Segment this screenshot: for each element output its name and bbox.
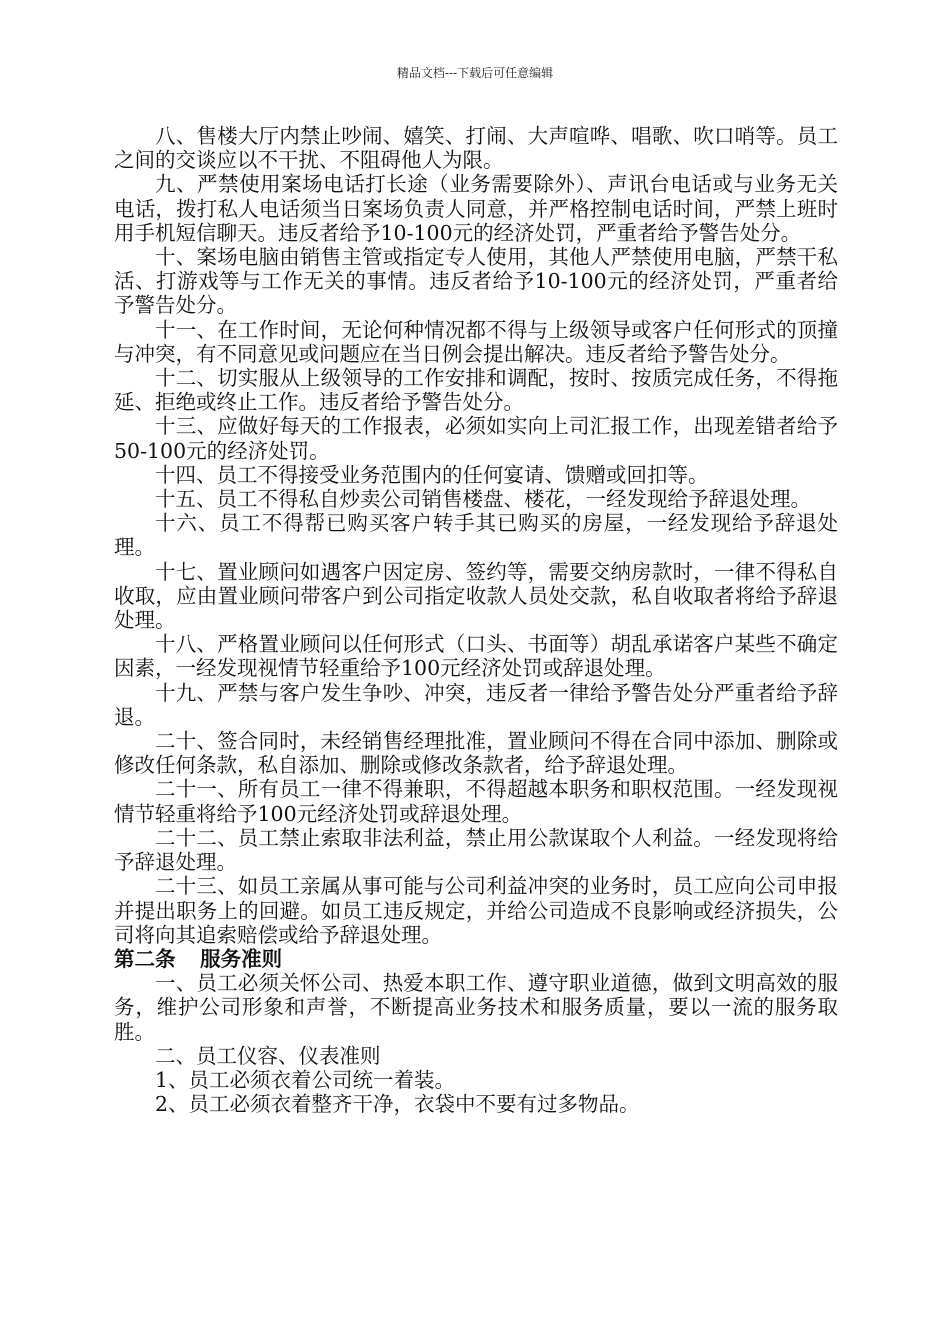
paragraph: 十二、切实服从上级领导的工作安排和调配，按时、按质完成任务，不得拖延、拒绝或终止工作。违反者给予警告处分。 bbox=[114, 366, 838, 415]
paragraph: 九、严禁使用案场电话打长途（业务需要除外）、声讯台电话或与业务无关电话，拨打私人电话须当日案场负责人同意，并严格控制电话时间，严禁上班时用手机短信聊天。违反者给予10-100元的经济处罚，严重者给予警告处分。 bbox=[114, 172, 838, 245]
paragraph: 二十三、如员工亲属从事可能与公司利益冲突的业务时，员工应向公司申报并提出职务上的回避。如员工违反规定，并给公司造成不良影响或经济损失，公司将向其追索赔偿或给予辞退处理。 bbox=[114, 874, 838, 947]
section-number: 第二条 bbox=[114, 946, 176, 971]
paragraph: 二、员工仪容、仪表准则 bbox=[155, 1043, 381, 1068]
paragraph: 十七、置业顾问如遇客户因定房、签约等，需要交纳房款时，一律不得私自收取，应由置业顾问带客户到公司指定收款人员处交款，私自收取者将给予辞退处理。 bbox=[114, 559, 838, 633]
section-title: 服务准则 bbox=[200, 946, 283, 971]
document-body bbox=[114, 124, 838, 1116]
paragraph: 二十二、员工禁止索取非法利益，禁止用公款谋取个人利益。一经发现将给予辞退处理。 bbox=[114, 825, 838, 875]
paragraph: 十三、应做好每天的工作报表，必须如实向上司汇报工作，出现差错者给予50-100元的经济处罚。 bbox=[114, 414, 838, 463]
paragraph: 十六、员工不得帮已购买客户转手其已购买的房屋，一经发现给予辞退处理。 bbox=[114, 511, 838, 560]
paragraph: 十、案场电脑由销售主管或指定专人使用，其他人严禁使用电脑，严禁干私活、打游戏等与工作无关的事情。违反者给予10-100元的经济处罚，严重者给予警告处分。 bbox=[114, 245, 838, 318]
paragraph: 八、售楼大厅内禁止吵闹、嬉笑、打闹、大声喧哗、唱歌、吹口哨等。员工之间的交谈应以不干扰、不阻碍他人为限。 bbox=[114, 124, 838, 173]
page-header: 精品文档---下载后可任意编辑 bbox=[396, 66, 554, 80]
paragraph: 2、员工必须衣着整齐干净，衣袋中不要有过多物品。 bbox=[155, 1092, 640, 1117]
paragraph: 十一、在工作时间，无论何种情况都不得与上级领导或客户任何形式的顶撞与冲突，有不同意见或问题应在当日例会提出解决。违反者给予警告处分。 bbox=[114, 317, 838, 366]
section-heading bbox=[114, 947, 838, 971]
paragraph: 二十、签合同时，未经销售经理批准，置业顾问不得在合同中添加、删除或修改任何条款，私自添加、删除或修改条款者，给予辞退处理。 bbox=[114, 729, 838, 778]
paragraph: 一、员工必须关怀公司、热爱本职工作、遵守职业道德，做到文明高效的服务，维护公司形象和声誉，不断提高业务技术和服务质量，要以一流的服务取胜。 bbox=[114, 971, 838, 1044]
paragraph: 二十一、所有员工一律不得兼职，不得超越本职务和职权范围。一经发现视情节轻重将给予100元经济处罚或辞退处理。 bbox=[114, 777, 838, 826]
paragraph: 十五、员工不得私自炒卖公司销售楼盘、楼花，一经发现给予辞退处理。 bbox=[155, 487, 811, 512]
paragraph: 十四、员工不得接受业务范围内的任何宴请、馈赠或回扣等。 bbox=[155, 462, 709, 487]
paragraph: 十九、严禁与客户发生争吵、冲突，违反者一律给予警告处分严重者给予辞退。 bbox=[114, 680, 838, 729]
paragraph: 1、员工必须衣着公司统一着装。 bbox=[155, 1067, 456, 1092]
paragraph: 十八、严格置业顾问以任何形式（口头、书面等）胡乱承诺客户某些不确定因素，一经发现视情节轻重给予100元经济处罚或辞退处理。 bbox=[114, 632, 838, 681]
